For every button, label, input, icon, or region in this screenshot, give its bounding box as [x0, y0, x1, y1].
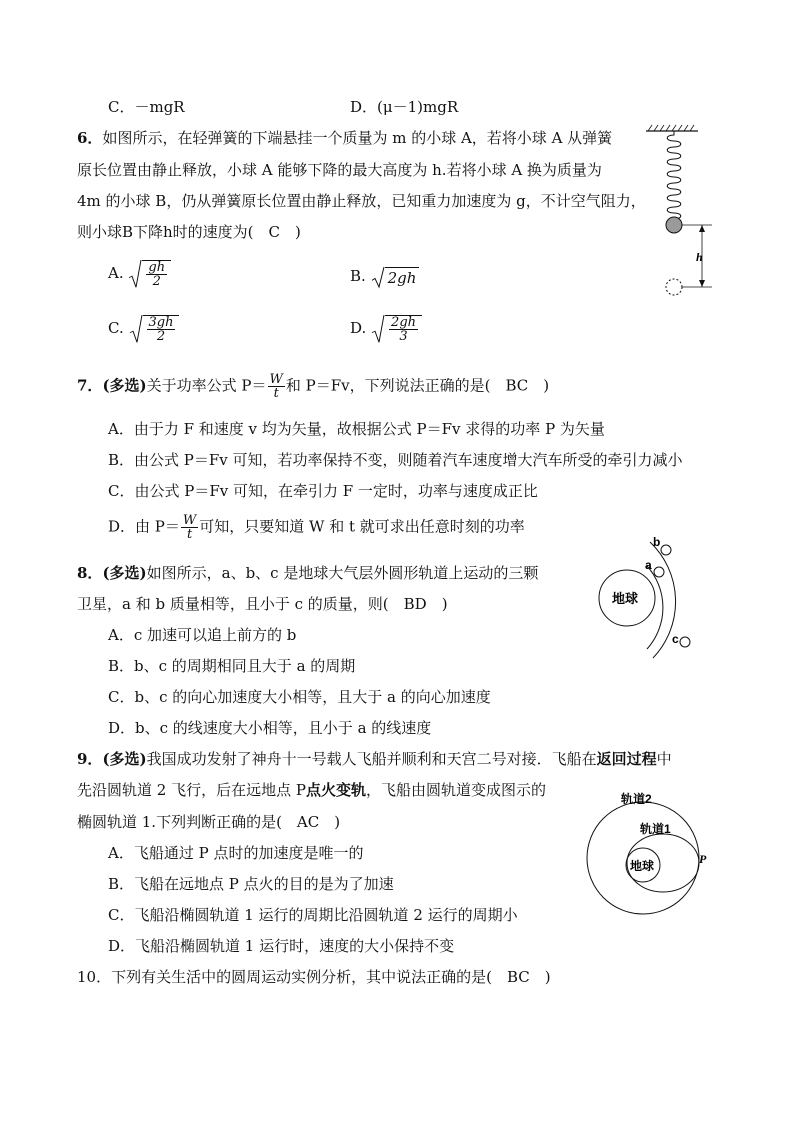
- q6-option-d-label: D.: [350, 319, 367, 337]
- q6-text-1: 如图所示，在轻弹簧的下端悬挂一个质量为 m 的小球 A，若将小球 A 从弹簧: [102, 129, 613, 147]
- satellite-c: [680, 637, 690, 647]
- q6-option-c-den: 2: [156, 329, 166, 344]
- q6-fig-h: h: [696, 250, 703, 264]
- q9-text-2a: 先沿圆轨道 2 飞行，后在远地点 P: [77, 781, 306, 799]
- spring-coil: [667, 131, 681, 223]
- q9-orbit-figure: [585, 790, 715, 920]
- q8-number: 8．: [77, 564, 103, 582]
- q8-fig-a: a: [645, 558, 652, 572]
- q7-post: 和 P＝Fv，下列说法正确的是( BC ): [285, 376, 550, 395]
- q6-option-b-sqrt: [371, 267, 420, 288]
- q9-option-d: D．飞船沿椭圆轨道 1 运行时，速度的大小保持不变: [108, 937, 455, 955]
- q8-option-b: B．b、c 的周期相同且大于 a 的周期: [108, 657, 356, 675]
- q7-line-1: [77, 373, 549, 400]
- q9-text-2c: ，飞船由圆轨道变成图示的: [365, 781, 546, 799]
- q9-number: 9．: [77, 750, 103, 768]
- q6-number: 6．: [77, 129, 103, 147]
- q9-fig-p: P: [699, 852, 707, 866]
- q6-option-a-label: A.: [108, 264, 124, 282]
- q6-line-2: 原长位置由静止释放，小球 A 能够下降的最大高度为 h.若将小球 A 换为质量为: [77, 161, 602, 179]
- q8-option-d: D．b、c 的线速度大小相等，且小于 a 的线速度: [108, 719, 432, 737]
- q9-line-2: [77, 780, 546, 800]
- q7-option-d-den: t: [186, 527, 193, 542]
- q6-option-d-den: 3: [399, 329, 408, 344]
- q5-option-d: D．(μ－1)mgR: [350, 98, 459, 116]
- q7-pre: 关于功率公式 P＝: [146, 376, 267, 395]
- q9-line-3: 椭圆轨道 1.下列判断正确的是( AC ): [77, 813, 341, 831]
- q6-option-d-num: 2gh: [391, 315, 417, 330]
- q9-text-1c: 中: [656, 750, 672, 768]
- orbit-a: [647, 566, 663, 649]
- q6-line-3: 4m 的小球 B，仍从弹簧原长位置由静止释放，已知重力加速度为 g，不计空气阻力，: [77, 192, 646, 210]
- ball-b-dashed: [666, 279, 682, 295]
- q7-option-d-num: W: [182, 513, 197, 528]
- q5-option-c: C．－mgR: [108, 98, 185, 116]
- q8-fig-b: b: [653, 535, 661, 549]
- q7-option-d: [108, 514, 525, 541]
- q9-fig-orbit1: 轨道1: [640, 822, 671, 836]
- circular-orbit-2: [587, 802, 699, 914]
- q7-option-a: A．由于力 F 和速度 v 均为矢量，故根据公式 P＝Fv 求得的功率 P 为矢量: [108, 420, 605, 438]
- q9-line-1: [77, 749, 672, 769]
- q9-option-c: C．飞船沿椭圆轨道 1 运行的周期比沿圆轨道 2 运行的周期小: [108, 906, 518, 924]
- q9-option-b: B．飞船在远地点 P 点火的目的是为了加速: [108, 875, 394, 893]
- q8-line-2: 卫星，a 和 b 质量相等，且小于 c 的质量，则( BD ): [77, 595, 448, 613]
- q8-text-1: 如图所示，a、b、c 是地球大气层外圆形轨道上运动的三颗: [146, 564, 539, 582]
- q7-option-c: C．由公式 P＝Fv 可知，在牵引力 F 一定时，功率与速度成正比: [108, 482, 538, 500]
- q7-option-b: B．由公式 P＝Fv 可知，若功率保持不变，则随着汽车速度增大汽车所受的牵引力减小: [108, 451, 683, 469]
- q10-line-1: 10．下列有关生活中的圆周运动实例分析，其中说法正确的是( BC ): [77, 968, 551, 986]
- q6-option-c-sqrt: [129, 315, 180, 343]
- q6-option-b: [350, 266, 419, 288]
- q7-number: 7．: [77, 376, 103, 395]
- q7-frac-den: t: [273, 386, 279, 401]
- satellite-b: [661, 545, 671, 555]
- q9-tag: (多选): [102, 750, 147, 768]
- q9-option-a: A．飞船通过 P 点时的加速度是唯一的: [108, 844, 364, 862]
- q6-option-a-den: 2: [152, 274, 161, 289]
- q6-option-a-num: gh: [148, 260, 166, 275]
- q8-option-a: A．c 加速可以追上前方的 b: [108, 626, 297, 644]
- q6-option-a: [108, 260, 171, 288]
- q6-line-4: 则小球B下降h时的速度为( C ): [77, 223, 301, 241]
- q6-line-1: [77, 128, 612, 148]
- q9-fig-orbit2: 轨道2: [621, 792, 652, 806]
- q6-option-d: [350, 315, 422, 343]
- q7-option-d-post: 可知，只要知道 W 和 t 就可求出任意时刻的功率: [199, 517, 525, 536]
- q8-line-1: [77, 563, 538, 583]
- q6-option-b-label: B.: [350, 267, 366, 285]
- q8-fig-c: c: [672, 632, 679, 646]
- q8-orbit-figure: [595, 528, 715, 663]
- q6-option-a-sqrt: [128, 260, 171, 288]
- q6-option-c: [108, 315, 179, 343]
- q8-option-c: C．b、c 的向心加速度大小相等，且大于 a 的向心加速度: [108, 688, 491, 706]
- ball-a: [666, 217, 682, 233]
- q9-text-2b: 点火变轨: [305, 781, 366, 799]
- satellite-a: [654, 567, 664, 577]
- q9-fig-earth: 地球: [630, 859, 655, 873]
- q9-text-1a: 我国成功发射了神舟十一号载人飞船并顺利和天宫二号对接．飞船在: [146, 750, 597, 768]
- q8-fig-earth: 地球: [612, 591, 639, 606]
- q6-option-d-sqrt: [371, 315, 422, 343]
- q9-text-1b: 返回过程: [596, 750, 657, 768]
- q7-frac-num: W: [269, 372, 283, 387]
- q8-tag: (多选): [102, 564, 147, 582]
- q6-spring-figure: [640, 125, 720, 300]
- q7-tag: (多选): [102, 376, 147, 395]
- q7-option-d-pre: D．由 P＝: [108, 517, 180, 536]
- q6-option-c-label: C.: [108, 319, 124, 337]
- q6-option-b-body: 2gh: [385, 267, 420, 288]
- q6-option-c-num: 3gh: [148, 315, 174, 330]
